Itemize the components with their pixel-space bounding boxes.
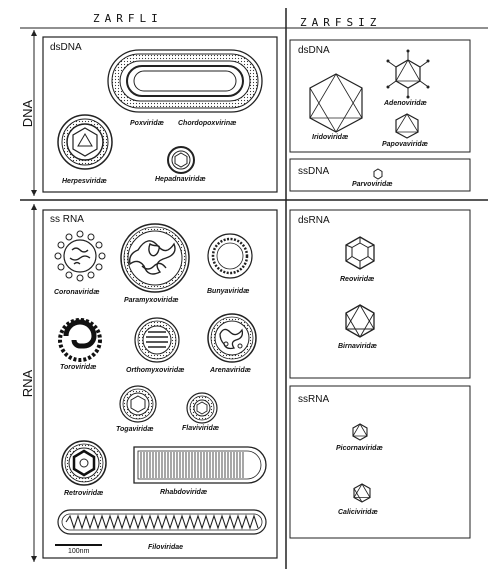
box-nonenv-dsrna: [290, 210, 470, 378]
label-arenaviridae: Arenaviridæ: [210, 367, 251, 374]
label-rhabdoviridae: Rhabdoviridæ: [160, 489, 208, 496]
section-env-rna: ss RNA: [50, 214, 84, 225]
iridoviridae-icon: [310, 74, 362, 132]
label-filoviridae: Filoviridae: [148, 544, 184, 551]
herpesviridae-icon: [58, 115, 112, 169]
section-nonenv-dsdna: dsDNA: [298, 45, 330, 56]
header-non-enveloped: ZARFSIZ: [300, 16, 382, 29]
birnaviridae-icon: [346, 305, 374, 337]
label-adenoviridae: Adenoviridæ: [384, 100, 427, 107]
label-birnaviridae: Birnaviridæ: [338, 343, 377, 350]
label-papovaviridae: Papovaviridæ: [382, 141, 428, 148]
label-orthomyxoviridae: Orthomyxoviridæ: [126, 367, 185, 374]
retroviridae-icon: [62, 441, 106, 485]
section-nonenv-ssrna: ssRNA: [298, 394, 330, 405]
toroviridae-icon: [60, 320, 100, 360]
label-poxviridae: Poxviridæ: [130, 120, 164, 127]
parvoviridae-icon: [374, 169, 382, 179]
label-paramyxoviridae: Paramyxoviridæ: [124, 297, 179, 304]
coronaviridae-icon: [55, 231, 105, 281]
label-retroviridae: Retroviridæ: [64, 490, 104, 497]
label-caliciviridae: Caliciviridæ: [338, 509, 378, 516]
label-parvoviridae: Parvoviridæ: [352, 181, 393, 188]
adenoviridae-icon: [387, 50, 430, 99]
filoviridae-icon: [58, 510, 266, 534]
label-iridoviridae: Iridoviridæ: [312, 134, 349, 141]
label-herpesviridae: Herpesviridæ: [62, 178, 107, 185]
reoviridae-icon: [346, 237, 374, 269]
section-nonenv-ssdna: ssDNA: [298, 166, 330, 177]
picornaviridae-icon: [353, 424, 367, 440]
box-nonenv-ssrna: [290, 386, 470, 538]
label-bunyaviridae: Bunyaviridæ: [207, 288, 250, 295]
arenaviridae-icon: [208, 314, 256, 362]
label-hepadnaviridae: Hepadnaviridæ: [155, 176, 206, 183]
section-env-dna: dsDNA: [50, 42, 82, 53]
hepadnaviridae-icon: [168, 147, 194, 173]
caliciviridae-icon: [354, 484, 370, 502]
paramyxoviridae-icon: [121, 224, 189, 292]
rhabdoviridae-icon: [134, 447, 266, 483]
label-coronaviridae: Coronaviridæ: [54, 289, 100, 296]
papovaviridae-icon: [396, 114, 418, 138]
bunyaviridae-icon: [208, 234, 252, 278]
flaviviridae-icon: [187, 393, 217, 423]
section-nonenv-dsrna: dsRNA: [298, 215, 330, 226]
label-reoviridae: Reoviridæ: [340, 276, 375, 283]
label-chordopoxvirinae: Chordopoxvirinæ: [178, 120, 237, 127]
label-picornaviridae: Picornaviridæ: [336, 445, 383, 452]
poxviridae-icon: [108, 50, 262, 112]
togaviridae-icon: [120, 386, 156, 422]
header-enveloped: ZARFLI: [93, 12, 163, 25]
scale-bar-label: 100nm: [68, 548, 90, 555]
label-togaviridae: Togaviridæ: [116, 426, 154, 433]
side-label-rna: RNA: [20, 369, 36, 398]
label-flaviviridae: Flaviviridæ: [182, 425, 219, 432]
orthomyxoviridae-icon: [135, 318, 179, 362]
side-label-dna: DNA: [20, 99, 36, 128]
label-toroviridae: Toroviridæ: [60, 364, 97, 371]
